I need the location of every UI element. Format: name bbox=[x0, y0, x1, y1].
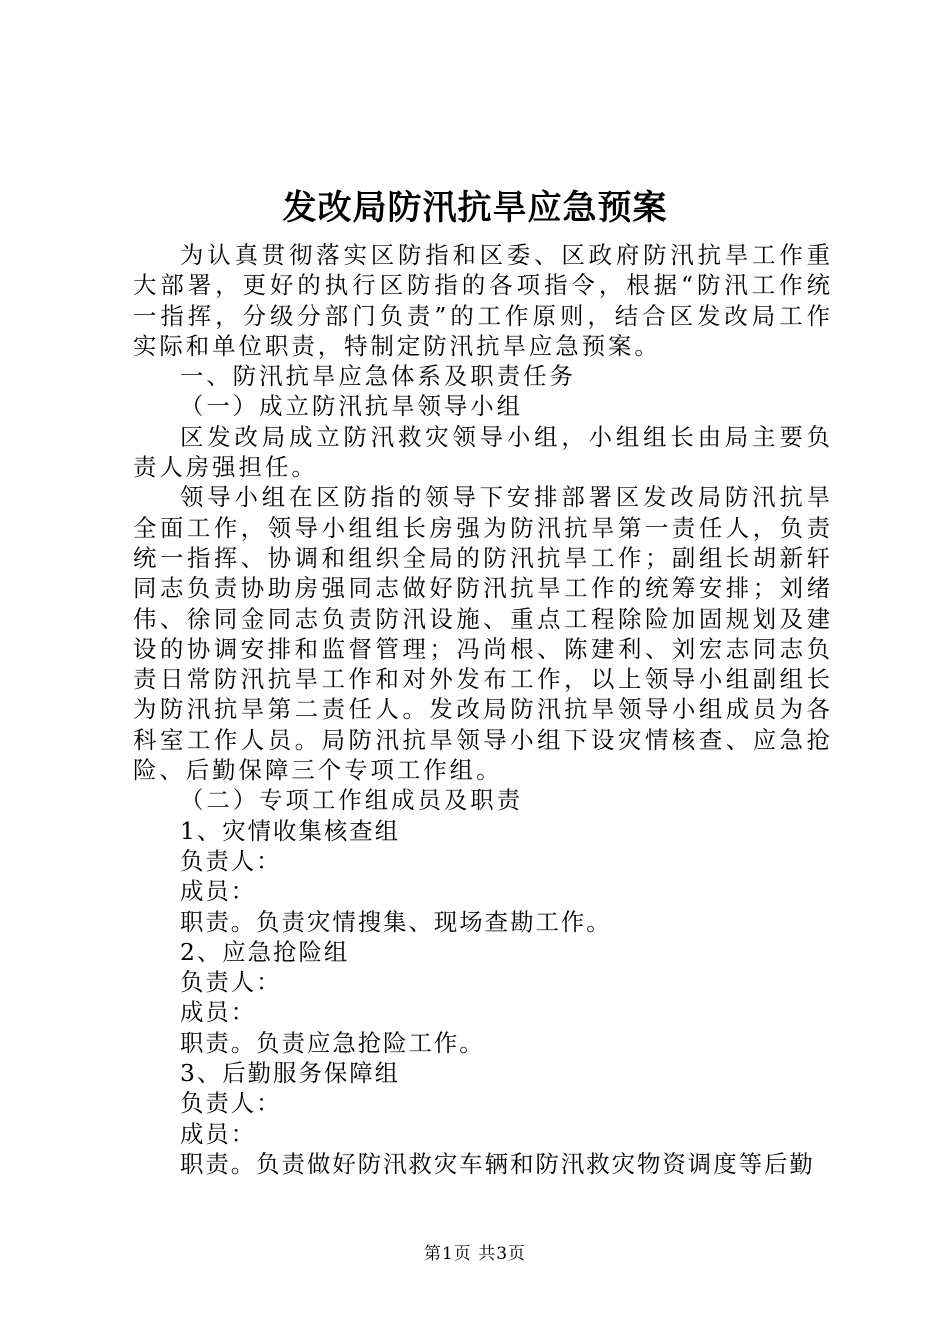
body-paragraph: 区发改局成立防汛救灾领导小组，小组组长由局主要负责人房强担任。 bbox=[133, 422, 833, 482]
group-duty-line: 职责。负责应急抢险工作。 bbox=[180, 1028, 485, 1057]
group-heading-2: 2、应急抢险组 bbox=[180, 937, 350, 966]
group-members-line: 成员： bbox=[180, 998, 257, 1027]
group-members-line: 成员： bbox=[180, 1119, 257, 1148]
intro-paragraph: 为认真贯彻落实区防指和区委、区政府防汛抗旱工作重大部署，更好的执行区防指的各项指令，根据“防汛工作统一指挥，分级分部门负责”的工作原则，结合区发改局工作实际和单位职责，特制定防汛抗旱应急预案。 bbox=[133, 241, 833, 360]
group-leader-line: 负责人： bbox=[180, 846, 282, 875]
document-title: 发改局防汛抗旱应急预案 bbox=[282, 188, 668, 228]
group-duty-line: 职责。负责灾情搜集、现场查勘工作。 bbox=[180, 907, 612, 936]
section-heading-1: 一、防汛抗旱应急体系及职责任务 bbox=[180, 362, 576, 391]
subsection-heading-1: （一）成立防汛抗旱领导小组 bbox=[180, 392, 524, 421]
group-leader-line: 负责人： bbox=[180, 1089, 282, 1118]
subsection-heading-2: （二）专项工作组成员及职责 bbox=[180, 786, 524, 815]
group-heading-3: 3、后勤服务保障组 bbox=[180, 1059, 401, 1088]
body-paragraph: 领导小组在区防指的领导下安排部署区发改局防汛抗旱全面工作，领导小组组长房强为防汛抗旱第一责任人，负责统一指挥、协调和组织全局的防汛抗旱工作；副组长胡新轩同志负责协助房强同志做好防汛抗旱工作的统筹安排；刘绪伟、徐同金同志负责防汛设施、重点工程除险加固规划及建设的协调安排和监督管理；冯尚根、陈建利、刘宏志同志负责日常防汛抗旱工作和对外发布工作，以上领导小组副组长为防汛抗旱第二责任人。发改局防汛抗旱领导小组成员为各科室工作人员。局防汛抗旱领导小组下设灾情核查、应急抢险、后勤保障三个专项工作组。 bbox=[133, 483, 833, 785]
group-members-line: 成员： bbox=[180, 877, 257, 906]
page-number-footer: 第1页 共3页 bbox=[423, 1244, 527, 1264]
group-leader-line: 负责人： bbox=[180, 968, 282, 997]
document-body bbox=[133, 240, 833, 1179]
group-heading-1: 1、灾情收集核查组 bbox=[180, 816, 401, 845]
group-duty-line: 职责。负责做好防汛救灾车辆和防汛救灾物资调度等后勤 bbox=[180, 1149, 815, 1178]
